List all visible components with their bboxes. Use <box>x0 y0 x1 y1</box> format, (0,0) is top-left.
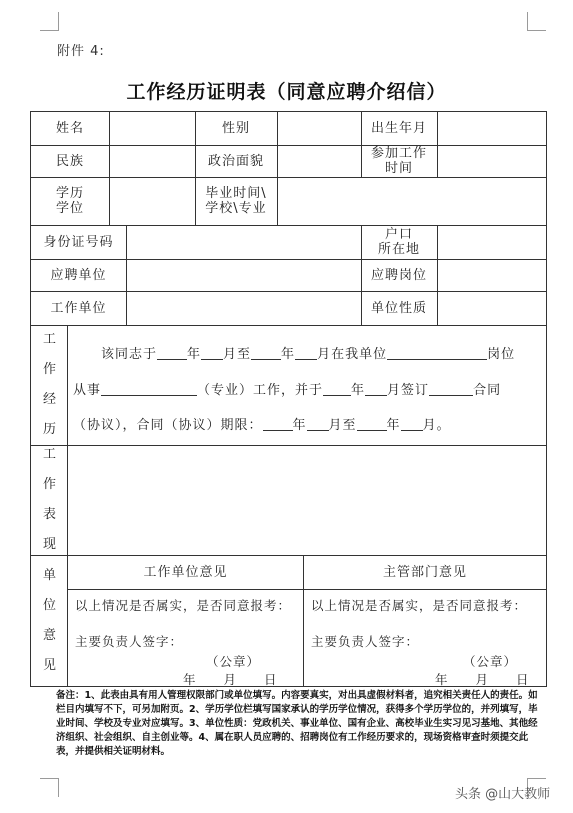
graduation-field[interactable] <box>278 177 546 225</box>
history-text: 月在我单位 <box>317 347 388 362</box>
graduation-label-line1: 毕业时间\ <box>205 186 267 201</box>
apply-unit-label: 应聘单位 <box>50 267 107 283</box>
history-text: 从事 <box>73 383 102 398</box>
unit-opinion-label-char: 位 <box>42 597 56 613</box>
work-history-label <box>31 325 68 445</box>
work-history-label-char: 经 <box>42 392 56 407</box>
history-text: 该同志于 <box>101 347 158 362</box>
history-text: 年 <box>187 347 202 362</box>
unit-nature-label: 单位性质 <box>370 300 427 316</box>
work-start-label <box>361 145 437 177</box>
history-text: （协议），合同（协议）期限： <box>73 418 263 433</box>
work-performance-label-char: 表 <box>42 507 56 522</box>
contract-type-blank[interactable] <box>429 382 473 396</box>
unit-opinion-label-char: 见 <box>42 657 56 673</box>
work-performance-label-char: 现 <box>42 537 56 552</box>
position-blank[interactable] <box>387 346 487 360</box>
start-year-blank[interactable] <box>157 346 187 360</box>
political-status-field[interactable] <box>278 145 361 177</box>
history-line-2 <box>73 379 501 398</box>
work-performance-label-char: 工 <box>42 447 56 462</box>
ethnicity-label: 民族 <box>55 153 84 169</box>
dept-seal-label: （公章） <box>463 654 518 669</box>
dept-sign-label: 主要负责人签字： <box>311 634 420 649</box>
term-start-year-blank[interactable] <box>263 417 293 431</box>
dept-opinion-question: 以上情况是否属实，是否同意报考： <box>311 598 528 613</box>
birth-label: 出生年月 <box>370 121 427 136</box>
work-unit-field[interactable] <box>127 291 361 325</box>
row-divider <box>31 325 546 326</box>
history-text: 月至 <box>328 418 357 433</box>
hukou-field[interactable] <box>438 225 546 259</box>
name-label: 姓名 <box>55 121 84 136</box>
work-start-field[interactable] <box>438 145 546 177</box>
unit-nature-field[interactable] <box>438 291 546 325</box>
unit-date-label: 年 月 日 <box>183 672 278 687</box>
name-field[interactable] <box>110 112 195 145</box>
remarks-note: 备注：1、此表由具有用人管理权限部门或单位填写。内容要真实，对出具虚假材料者，追究相关责任人的责任。如栏目内填写不下，可另加附页。2、学历学位栏填写国家承认的学历学位情况，获得多个学历学位的，并列填写，毕业时间、学校及专业对应填写。3、单位性质：党政机关、事业单位、国有企业、高校毕业生实习见习基地、其他经济组织、社会组织、自主创业等。4、属在职人员应聘的、招聘岗位有工作经历要求的，现场资格审查时须提交此表，并提供相关证明材料。 <box>56 690 538 757</box>
work-performance-label <box>31 445 68 555</box>
history-line-3 <box>73 414 451 433</box>
unit-sign-label: 主要负责人签字： <box>75 634 184 649</box>
end-year-blank[interactable] <box>251 346 281 360</box>
crop-mark-bottom-left <box>40 778 59 797</box>
political-status-label: 政治面貌 <box>207 153 264 169</box>
crop-mark-top-right <box>527 12 546 31</box>
history-text: 年 <box>351 383 366 398</box>
history-text: 月。 <box>422 418 451 433</box>
attachment-label: 附件 4: <box>57 44 105 59</box>
contract-month-blank[interactable] <box>365 382 387 396</box>
dept-date-label: 年 月 日 <box>435 672 530 687</box>
term-start-month-blank[interactable] <box>307 417 329 431</box>
work-history-form-table <box>30 111 547 687</box>
unit-seal-label: （公章） <box>206 654 261 669</box>
apply-unit-field[interactable] <box>127 259 361 291</box>
history-text: 合同 <box>473 383 502 398</box>
history-text: 月至 <box>223 347 252 362</box>
education-label-line1: 学历 <box>55 186 84 201</box>
education-label <box>31 177 109 225</box>
graduation-label <box>195 177 277 225</box>
apply-post-label: 应聘岗位 <box>370 267 427 283</box>
work-unit-label: 工作单位 <box>50 300 107 316</box>
crop-mark-top-left <box>40 12 59 31</box>
page-title: 工作经历证明表（同意应聘介绍信） <box>126 81 447 103</box>
work-start-label-line2: 时间 <box>384 161 413 176</box>
term-end-month-blank[interactable] <box>401 417 423 431</box>
unit-opinion-question: 以上情况是否属实，是否同意报考： <box>75 598 292 613</box>
apply-post-field[interactable] <box>438 259 546 291</box>
unit-opinion-label <box>31 555 68 686</box>
history-text: 年 <box>281 347 296 362</box>
work-history-label-char: 历 <box>42 422 56 437</box>
education-field[interactable] <box>110 177 195 225</box>
watermark: 头条 @山大教师 <box>455 787 551 802</box>
row-divider <box>67 589 546 590</box>
major-blank[interactable] <box>101 382 197 396</box>
term-end-year-blank[interactable] <box>357 417 387 431</box>
hukou-label <box>361 225 437 259</box>
id-number-field[interactable] <box>127 225 361 259</box>
end-month-blank[interactable] <box>295 346 317 360</box>
hukou-label-line1: 户口 <box>384 227 413 242</box>
history-text: 年 <box>292 418 307 433</box>
work-performance-label-char: 作 <box>42 477 56 492</box>
unit-opinion-label-char: 意 <box>42 627 56 643</box>
start-month-blank[interactable] <box>201 346 223 360</box>
education-label-line2: 学位 <box>55 201 84 216</box>
graduation-label-line2: 学校\专业 <box>205 201 267 216</box>
work-start-label-line1: 参加工作 <box>370 146 427 161</box>
work-unit-opinion-title: 工作单位意见 <box>143 564 228 580</box>
history-text: 岗位 <box>487 347 516 362</box>
id-number-label: 身份证号码 <box>43 234 114 250</box>
work-history-label-char: 作 <box>42 362 56 377</box>
gender-label: 性别 <box>221 121 250 136</box>
contract-year-blank[interactable] <box>323 382 351 396</box>
history-text: 年 <box>386 418 401 433</box>
birth-field[interactable] <box>438 112 546 145</box>
gender-field[interactable] <box>278 112 361 145</box>
supervisor-opinion-title: 主管部门意见 <box>382 564 467 580</box>
history-text: （专业）工作，并于 <box>197 383 324 398</box>
unit-opinion-label-char: 单 <box>42 567 56 583</box>
history-text: 月签订 <box>387 383 430 398</box>
ethnicity-field[interactable] <box>110 145 195 177</box>
hukou-label-line2: 所在地 <box>377 242 420 257</box>
history-line-1 <box>101 343 515 362</box>
work-performance-field[interactable] <box>68 446 546 555</box>
work-history-label-char: 工 <box>42 332 56 347</box>
